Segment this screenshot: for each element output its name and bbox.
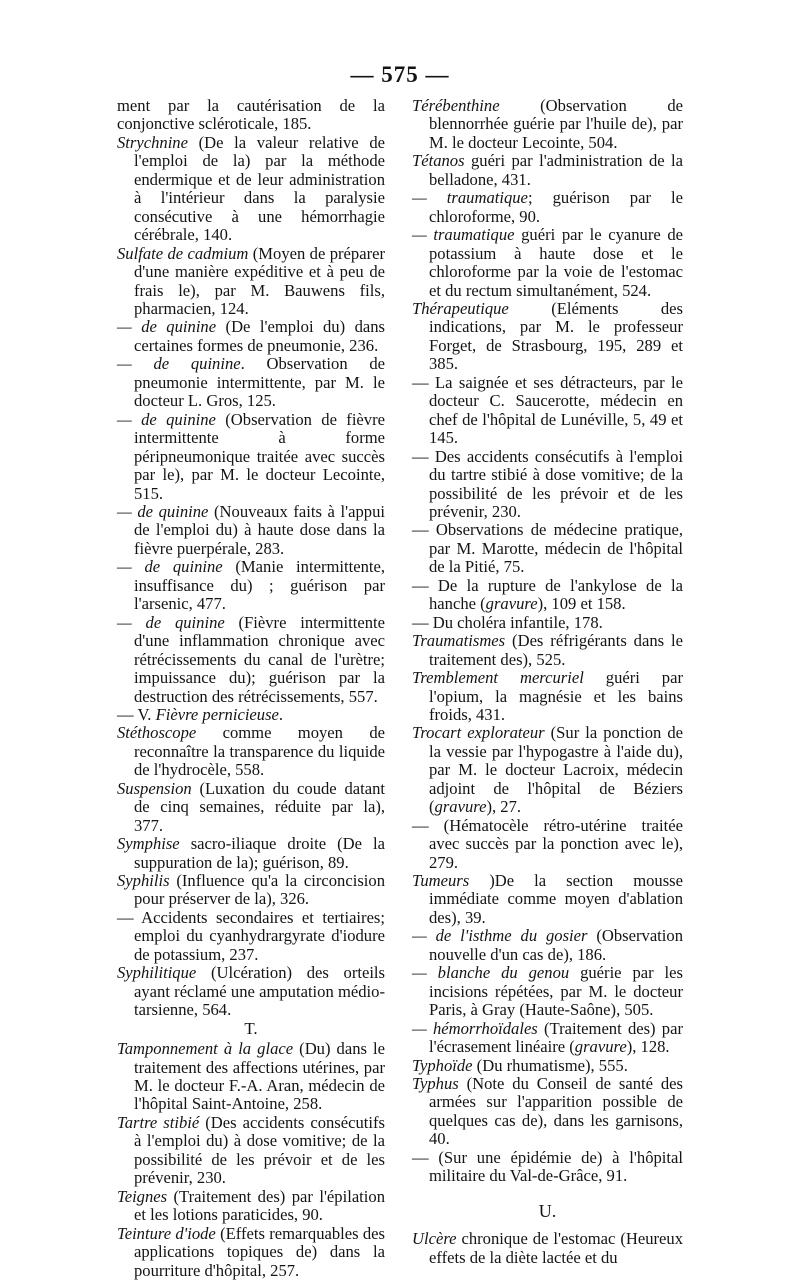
entry-italic: Fièvre pernicieuse — [155, 704, 279, 724]
index-entry — [117, 1188, 385, 1225]
index-entry — [117, 614, 385, 706]
index-entry — [412, 521, 683, 576]
index-entry — [117, 724, 385, 779]
entry-headword: Térébenthine — [412, 96, 500, 115]
entry-headword: Typhus — [412, 1074, 459, 1094]
entry-headword: Tamponnement à la glace — [117, 1039, 294, 1059]
entry-text: (Luxation du coude datant de cinq semaines, réduite par la), 377. — [134, 778, 385, 835]
entry-text: (Moyen de préparer d'une manière expéditive et à peu de frais le), par M. Bauwens fils, pharmacien, 124. — [134, 243, 385, 318]
entry-headword: Thérapeutique — [412, 298, 509, 318]
index-entry — [117, 318, 385, 355]
entry-text: (Des réfrigérants dans le traitement des), 525. — [429, 631, 683, 669]
entry-headword: Tumeurs — [412, 871, 470, 891]
section-letter: U. — [538, 1200, 557, 1221]
entry-text: (De la valeur relative de l'emploi de la) par la méthode endermique et de leur administration à l'intérieur dans la paralysie consécutive à une hémorrhagie cérébrale, 140. — [134, 132, 385, 245]
entry-text: guéri par le cyanure de potassium à haute dose et le chloroforme par la voie de l'estomac et du rectum simultanément, 524. — [429, 225, 683, 300]
entry-text: comme moyen de reconnaître la transparence du liquide de l'hydrocèle, 558. — [134, 723, 385, 780]
entry-text: ), 128. — [626, 1037, 670, 1057]
index-entry — [412, 669, 683, 724]
entry-headword: Tétanos — [412, 151, 465, 171]
index-entry — [412, 577, 683, 614]
index-entry — [412, 1149, 683, 1186]
entry-text: . Observation de pneumonie intermittente, par M. le docteur L. Gros, 125. — [134, 354, 385, 411]
entry-headword: — de l'isthme du gosier — [412, 926, 588, 946]
entry-headword: Sulfate de cadmium — [117, 243, 249, 263]
entry-headword: Syphilis — [117, 871, 170, 891]
entry-text: (Fièvre intermittente d'une inflammation chronique avec rétrécissements du canal de l'urètre; impuissance du); guérison par la destruction des rétrécissements, 557. — [134, 612, 385, 706]
page-number: — 575 — — [350, 62, 450, 87]
entry-headword: Trocart explorateur — [412, 723, 545, 743]
entry-text: (Des accidents consécutifs à l'emploi du) à dose vomitive; de la possibilité de les prévoir et de les prévenir, 230. — [134, 1112, 385, 1188]
entry-text: ; guérison par le chloroforme, 90. — [429, 188, 683, 226]
entry-text: (Sur la ponction de la vessie par l'hypogastre à l'aide du), par M. le docteur Lacroix, médecin adjoint de l'hôpital de Béziers ( — [429, 723, 683, 817]
entry-text: ment par la cautérisation de la conjonctive scléroticale, 185. — [117, 96, 385, 134]
entry-text: — Observations de médecine pratique, par M. Marotte, médecin de l'hôpital de la Pitié, 75. — [412, 520, 683, 577]
index-entry — [412, 1075, 683, 1149]
entry-text: — (Hématocèle rétro-utérine traitée avec succès par la ponction avec le), 279. — [412, 815, 683, 872]
entry-headword: Teignes — [117, 1186, 168, 1206]
index-entry — [117, 411, 385, 503]
index-entry — [412, 614, 683, 632]
entry-headword: Traumatismes — [412, 631, 506, 651]
entry-headword: Symphise — [117, 834, 180, 854]
entry-text: (Nouveaux faits à l'appui de l'emploi du) à haute dose dans la fièvre puerpérale, 283. — [134, 501, 385, 558]
entry-headword: — de quinine — [117, 354, 241, 374]
entry-text: — De la rupture de l'ankylose de la hanche ( — [412, 575, 683, 614]
entry-text: guéri par l'administration de la belladone, 431. — [429, 151, 683, 189]
index-entry — [117, 558, 385, 613]
entry-text: (Note du Conseil de santé des armées sur l'apparition possible de quelques cas de), dans les garnisons, 40. — [429, 1074, 683, 1149]
entry-headword: Stéthoscope — [117, 723, 197, 743]
entry-headword: Suspension — [117, 778, 192, 798]
index-entry — [412, 97, 683, 152]
index-entry — [412, 817, 683, 872]
index-entry — [117, 872, 385, 909]
index-entry — [117, 1225, 385, 1280]
entry-headword: Ulcère — [412, 1229, 457, 1249]
entry-headword: — traumatique — [412, 225, 515, 245]
entry-headword: Strychnine — [117, 132, 188, 152]
index-entry — [117, 503, 385, 558]
entry-text: (Effets remarquables des applications topiques de) dans la pourriture d'hôpital, 257. — [134, 1223, 385, 1280]
entry-text: )De la section mousse immédiate comme moyen d'ablation des), 39. — [429, 871, 683, 927]
entry-headword: — de quinine — [117, 501, 209, 521]
entry-headword: — de quinine — [117, 317, 217, 337]
entry-italic: gravure — [574, 1037, 627, 1057]
entry-headword: Typhoïde — [412, 1055, 473, 1075]
entry-headword: — de quinine — [117, 409, 216, 429]
entry-headword: Tremblement mercuriel — [412, 668, 584, 688]
entry-text: (Observation de blennorrhée guérie par l'huile de), par M. le docteur Lecointe, 504. — [429, 96, 683, 152]
index-entry — [412, 189, 683, 226]
entry-headword: Tartre stibié — [117, 1112, 200, 1132]
right-column — [412, 97, 683, 1267]
entry-text: ), 109 et 158. — [537, 594, 626, 614]
index-entry — [117, 909, 385, 964]
index-entry — [412, 964, 683, 1019]
entry-text: (Traitement des) par l'épilation et les lotions paraticides, 90. — [134, 1186, 385, 1225]
section-letter: T. — [244, 1018, 258, 1038]
index-entry — [412, 724, 683, 816]
entry-text: (Du rhumatisme), 555. — [472, 1055, 628, 1075]
entry-text: (Influence qu'a la circoncision pour préserver de la), 326. — [134, 871, 385, 909]
index-entry — [117, 97, 385, 134]
entry-text: (Du) dans le traitement des affections utérines, par M. le docteur F.-A. Aran, médecin de l'hôpital Saint-Antoine, 258. — [134, 1039, 385, 1114]
index-entry — [117, 835, 385, 872]
entry-text: — Des accidents consécutifs à l'emploi du tartre stibié à dose vomitive; de la possibilité de les prévoir et de les prévenir, 230. — [412, 446, 683, 521]
index-entry — [412, 1020, 683, 1057]
index-entry — [412, 632, 683, 669]
index-entry — [412, 1057, 683, 1075]
index-entry — [412, 448, 683, 522]
entry-text: (Ulcération) des orteils ayant réclamé une amputation médio-tarsienne, 564. — [134, 963, 385, 1020]
entry-text: — Accidents secondaires et tertiaires; emploi du cyanhydrargyrate d'iodure de potassium, 237. — [117, 907, 385, 964]
entry-text: guérie par les incisions répétées, par M. le docteur Paris, à Gray (Haute-Saône), 505. — [429, 963, 683, 1020]
entry-headword: Syphilitique — [117, 963, 197, 983]
index-entry — [412, 374, 683, 448]
entry-headword: — de quinine — [117, 612, 225, 632]
entry-text: — Du choléra infantile, 178. — [412, 612, 603, 632]
entry-headword: — traumatique — [412, 188, 528, 208]
entry-text: (De l'emploi du) dans certaines formes de pneumonie, 236. — [134, 317, 385, 355]
entry-text: — La saignée et ses détracteurs, par le docteur C. Saucerotte, médecin en chef de l'hôpital de Lunéville, 5, 49 et 145. — [412, 372, 683, 448]
entry-italic: gravure — [434, 797, 487, 817]
entry-text: — (Sur une épidémie de) à l'hôpital militaire du Val-de-Grâce, 91. — [412, 1147, 683, 1186]
index-entry — [117, 964, 385, 1019]
index-entry — [117, 706, 385, 724]
index-entry — [117, 245, 385, 319]
entry-headword: Teinture d'iode — [117, 1223, 216, 1243]
entry-text: ), 27. — [486, 797, 522, 817]
entry-headword: — de quinine — [117, 557, 223, 577]
index-entry — [412, 300, 683, 374]
index-entry — [117, 355, 385, 410]
entry-text: sacro-iliaque droite (De la suppuration de la); guérison, 89. — [134, 834, 385, 872]
entry-headword: — hémorrhoïdales — [412, 1018, 538, 1038]
entry-text: (Manie intermittente, insuffisance du) ; guérison par l'arsenic, 477. — [134, 557, 385, 614]
entry-text: (Observation de fièvre intermittente à forme péripneumonique traitée avec succès par le), par M. le docteur Lecointe, 515. — [134, 409, 385, 503]
entry-text: — V. — [117, 704, 156, 724]
index-entry — [117, 780, 385, 835]
left-column — [117, 97, 385, 1280]
entry-headword: — blanche du genou — [412, 963, 570, 983]
index-entry — [117, 1114, 385, 1188]
entry-text: (Observation nouvelle d'un cas de), 186. — [429, 926, 683, 964]
entry-text: . — [278, 704, 284, 724]
index-entry — [117, 134, 385, 245]
entry-text: guéri par l'opium, la magnésie et les bains froids, 431. — [429, 668, 683, 724]
index-entry — [412, 872, 683, 927]
index-entry — [412, 152, 683, 189]
entry-italic: gravure — [485, 594, 538, 614]
entry-text: (Eléments des indications, par M. le professeur Forget, de Strasbourg, 195, 289 et 385. — [429, 298, 683, 374]
index-entry — [117, 1040, 385, 1114]
index-entry — [412, 226, 683, 300]
entry-text: chronique de l'estomac (Heureux effets de la diète lactée et du — [429, 1229, 683, 1267]
index-entry — [412, 927, 683, 964]
entry-text: (Traitement des) par l'écrasement linéaire ( — [429, 1018, 683, 1057]
